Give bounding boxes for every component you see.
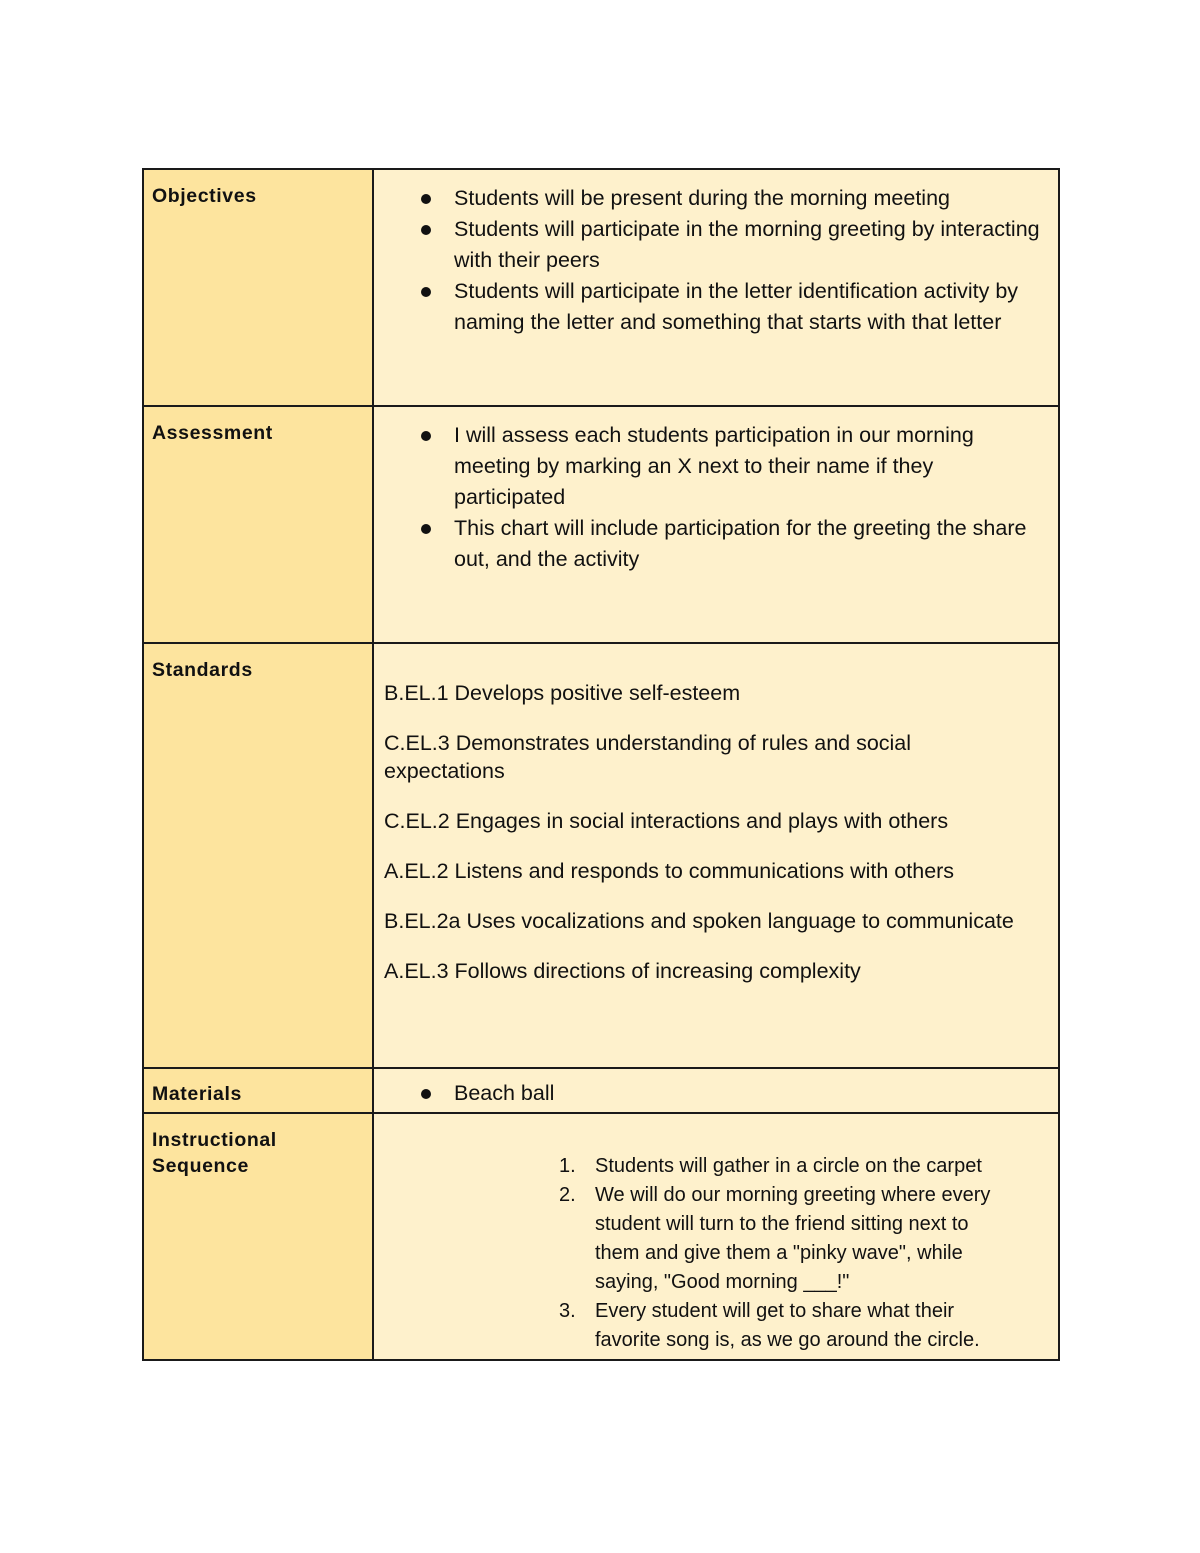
- step-number: 1.: [559, 1155, 576, 1177]
- assessment-row: [143, 406, 1059, 643]
- standards-content-cell: [373, 643, 1059, 1068]
- sequence-list: [374, 1114, 1058, 1355]
- sequence-step: [559, 1152, 1018, 1181]
- objectives-row: [143, 169, 1059, 406]
- step-number: 3.: [559, 1300, 576, 1322]
- step-text: We will do our morning greeting where every student will turn to the friend sitting next to them and give them a "pinky wave", while saying, "Good morning ___!": [595, 1184, 991, 1293]
- sequence-step: [559, 1181, 1018, 1297]
- sequence-label-cell: [143, 1113, 373, 1360]
- sequence-content-cell: [373, 1113, 1059, 1360]
- step-text: Every student will get to share what their favorite song is, as we go around the circle.: [595, 1300, 980, 1351]
- standard-item: C.EL.2 Engages in social interactions and plays with others: [384, 809, 949, 833]
- assessment-label: Assessment: [152, 422, 273, 444]
- standard-item: B.EL.1 Develops positive self-esteem: [384, 681, 741, 705]
- sequence-step: [559, 1297, 1018, 1355]
- materials-label: Materials: [152, 1083, 242, 1105]
- objectives-label-cell: [143, 169, 373, 406]
- standard-item: A.EL.2 Listens and responds to communications with others: [384, 859, 955, 883]
- material-item: Beach ball: [454, 1078, 1040, 1109]
- standards-row: [143, 643, 1059, 1068]
- materials-list: [374, 1069, 1058, 1109]
- standard-item: B.EL.2a Uses vocalizations and spoken language to communicate: [384, 909, 1014, 933]
- assessment-content-cell: [373, 406, 1059, 643]
- objective-item: Students will be present during the morning meeting: [454, 183, 1040, 214]
- standards-list: [374, 644, 1058, 985]
- assessment-item: This chart will include participation for the greeting the share out, and the activity: [454, 513, 1040, 575]
- assessment-list: [374, 407, 1058, 575]
- standards-label-cell: [143, 643, 373, 1068]
- materials-content-cell: [373, 1068, 1059, 1113]
- standard-item: A.EL.3 Follows directions of increasing complexity: [384, 959, 861, 983]
- step-number: 2.: [559, 1184, 576, 1206]
- standards-label: Standards: [152, 659, 253, 681]
- materials-row: [143, 1068, 1059, 1113]
- materials-label-cell: [143, 1068, 373, 1113]
- objectives-list: [374, 170, 1058, 338]
- assessment-item: I will assess each students participation in our morning meeting by marking an X next to their name if they participated: [454, 420, 1040, 513]
- objectives-content-cell: [373, 169, 1059, 406]
- sequence-label: Instructional Sequence: [152, 1129, 277, 1177]
- step-text: Students will gather in a circle on the carpet: [595, 1155, 982, 1177]
- sequence-row: [143, 1113, 1059, 1360]
- objective-item: Students will participate in the morning greeting by interacting with their peers: [454, 214, 1040, 276]
- assessment-label-cell: [143, 406, 373, 643]
- standard-item: C.EL.3 Demonstrates understanding of rules and social expectations: [384, 731, 912, 783]
- objectives-label: Objectives: [152, 185, 257, 207]
- lesson-plan-table: [142, 168, 1060, 1361]
- objective-item: Students will participate in the letter identification activity by naming the letter and something that starts with that letter: [454, 276, 1040, 338]
